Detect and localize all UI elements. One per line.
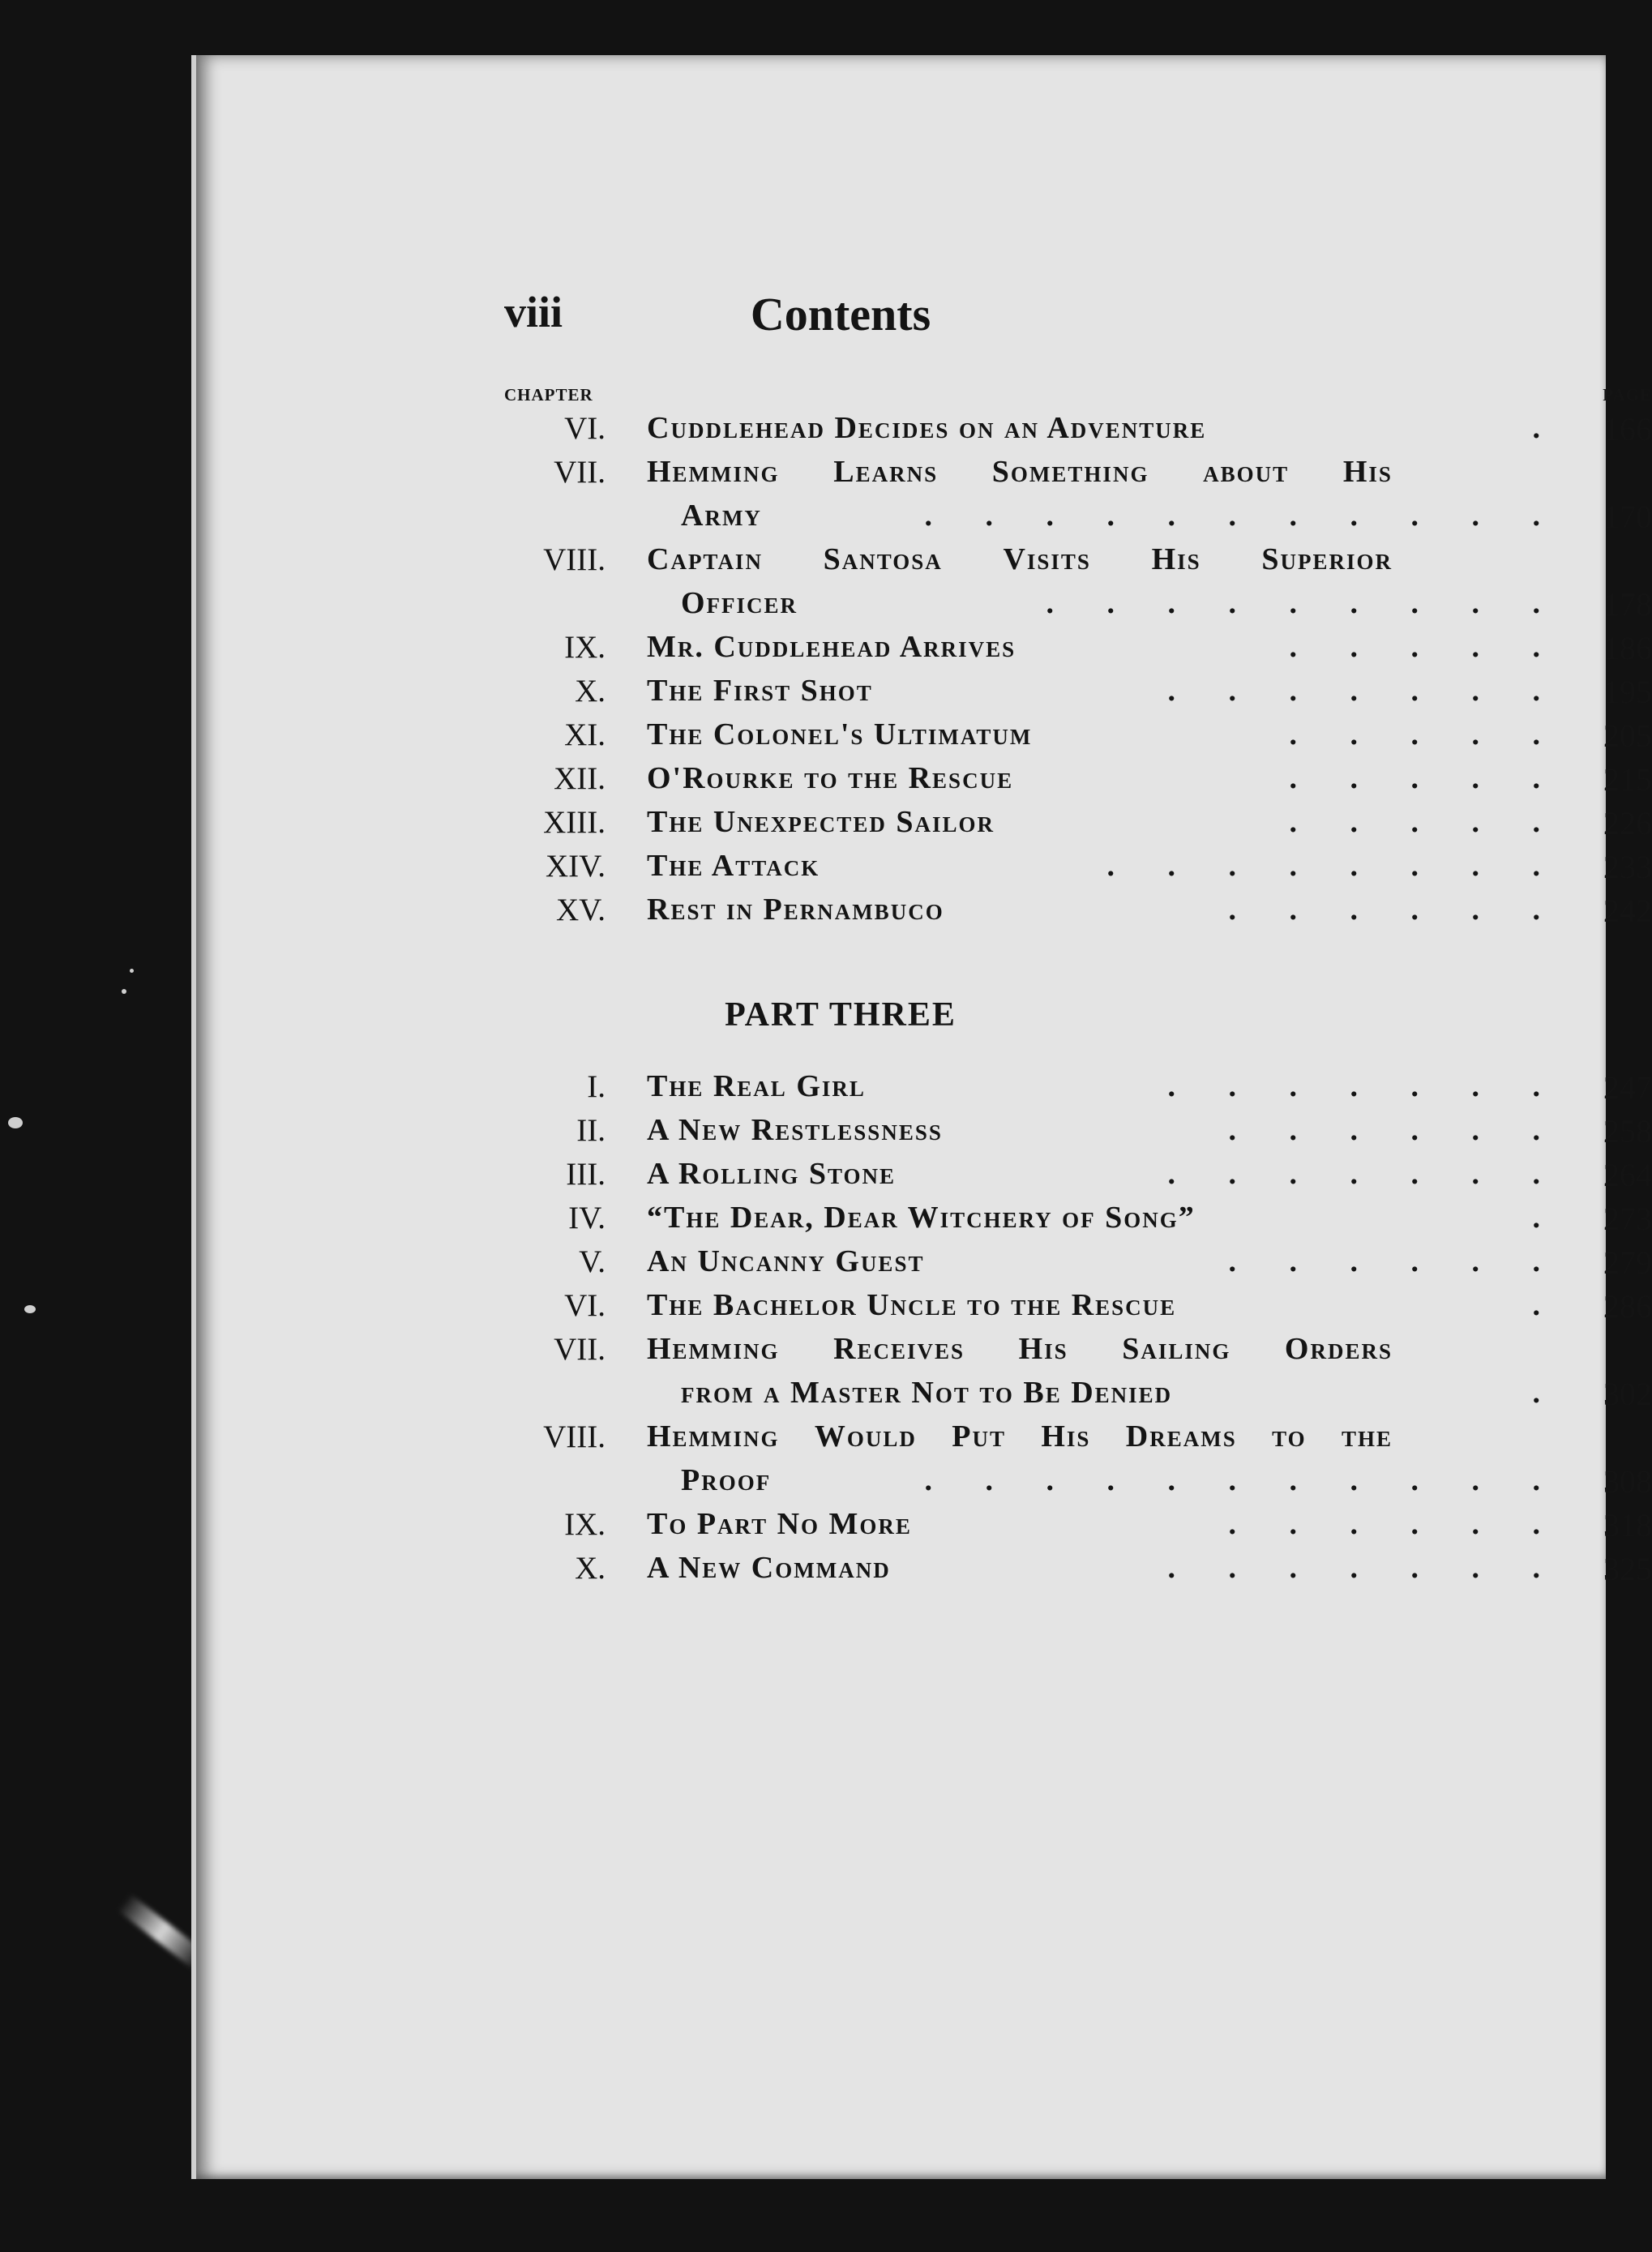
toc-part-two bbox=[504, 410, 1652, 935]
chapter-number: VII. bbox=[554, 455, 606, 490]
chapter-title: The Bachelor Uncle to the Rescue bbox=[647, 1288, 1177, 1322]
chapter-number: V. bbox=[579, 1244, 606, 1279]
chapter-title: The Real Girl bbox=[647, 1069, 866, 1103]
page-ref: 242 bbox=[1603, 893, 1652, 929]
toc-entry bbox=[504, 454, 1652, 542]
chapter-number: XII. bbox=[554, 761, 606, 796]
chapter-title: Rest in Pernambuco bbox=[647, 893, 944, 927]
dust-speck bbox=[8, 1117, 23, 1128]
toc-entry bbox=[504, 1419, 1652, 1506]
toc-entry bbox=[504, 1156, 1652, 1200]
page-ref: 247 bbox=[1603, 1069, 1652, 1106]
chapter-title: A New Restlessness bbox=[647, 1113, 943, 1147]
page-column-label: PAGE bbox=[1603, 385, 1652, 405]
chapter-title-continued: Officer bbox=[681, 586, 798, 620]
dust-speck bbox=[130, 969, 134, 973]
toc-entry bbox=[504, 760, 1652, 804]
toc-entry bbox=[504, 1068, 1652, 1112]
chapter-number: XI. bbox=[564, 717, 606, 752]
chapter-title: Captain Santosa Visits His Superior bbox=[647, 542, 1393, 576]
chapter-title: Mr. Cuddlehead Arrives bbox=[647, 630, 1016, 664]
page-ref: 178 bbox=[1603, 586, 1652, 623]
dot-leader: . bbox=[1532, 1201, 1563, 1235]
toc-entry bbox=[504, 1550, 1652, 1594]
toc-part-three bbox=[504, 1068, 1652, 1594]
chapter-title-continued: Proof bbox=[681, 1463, 772, 1497]
page-number: viii bbox=[504, 288, 563, 336]
dot-leader: . . . . . . . . bbox=[1106, 849, 1563, 883]
page-title: Contents bbox=[750, 288, 931, 340]
toc-entry bbox=[504, 1331, 1652, 1419]
toc-entry bbox=[504, 804, 1652, 848]
chapter-number: X. bbox=[575, 674, 606, 709]
toc-entry bbox=[504, 717, 1652, 760]
book-page bbox=[191, 55, 1652, 2179]
page-ref: 186 bbox=[1603, 630, 1652, 666]
dot-leader: . . . . . . . bbox=[1167, 1551, 1563, 1585]
toc-entry bbox=[504, 1112, 1652, 1156]
page-ref: 318 bbox=[1603, 1507, 1652, 1543]
toc-entry bbox=[504, 1287, 1652, 1331]
toc-entry bbox=[504, 1200, 1652, 1244]
chapter-number: VII. bbox=[554, 1332, 606, 1367]
chapter-title: Cuddlehead Decides on an Adventure bbox=[647, 411, 1207, 445]
dot-leader: . . . . . . bbox=[1228, 1507, 1563, 1541]
chapter-number: IX. bbox=[564, 1507, 606, 1542]
toc-entry bbox=[504, 410, 1652, 454]
chapter-title: The Colonel's Ultimatum bbox=[647, 717, 1033, 751]
chapter-title: A New Command bbox=[647, 1551, 891, 1585]
chapter-number: VIII. bbox=[543, 1419, 606, 1454]
toc-entry bbox=[504, 892, 1652, 935]
toc-entry bbox=[504, 542, 1652, 629]
page-ref: 286 bbox=[1603, 1288, 1652, 1325]
part-three-heading: PART THREE bbox=[725, 996, 957, 1034]
page-ref: 205 bbox=[1603, 717, 1652, 754]
chapter-number: IX. bbox=[564, 630, 606, 665]
column-headers bbox=[504, 385, 1652, 408]
dot-leader: . . . . . . bbox=[1228, 1113, 1563, 1147]
chapter-title: Hemming Receives His Sailing Orders bbox=[647, 1332, 1393, 1366]
dot-leader: . bbox=[1532, 1288, 1563, 1322]
dot-leader: . . . . . . bbox=[1228, 1244, 1563, 1278]
chapter-title-continued: Army bbox=[681, 499, 762, 533]
dust-speck bbox=[24, 1305, 36, 1313]
chapter-title: Hemming Would Put His Dreams to the bbox=[647, 1419, 1393, 1454]
dot-leader: . . . . . . . . . . . bbox=[924, 499, 1563, 533]
page-ref: 302 bbox=[1603, 1376, 1652, 1412]
chapter-number: XV. bbox=[555, 893, 606, 927]
dot-leader: . . . . . . . bbox=[1167, 674, 1563, 708]
dot-leader: . . . . . . . bbox=[1167, 1069, 1563, 1103]
page-ref: 308 bbox=[1603, 1463, 1652, 1500]
chapter-title-continued: from a Master Not to Be Denied bbox=[681, 1376, 1173, 1410]
toc-entry bbox=[504, 673, 1652, 717]
chapter-title: The Unexpected Sailor bbox=[647, 805, 995, 839]
chapter-number: VI. bbox=[564, 411, 606, 446]
page-ref: 325 bbox=[1603, 1551, 1652, 1587]
dot-leader: . . . . . bbox=[1289, 717, 1563, 751]
chapter-title: A Rolling Stone bbox=[647, 1157, 896, 1191]
page-ref: 170 bbox=[1603, 499, 1652, 535]
page-ref: 215 bbox=[1603, 761, 1652, 798]
chapter-column-label: CHAPTER bbox=[504, 385, 593, 405]
chapter-number: I. bbox=[587, 1069, 606, 1104]
page-ref: 273 bbox=[1603, 1201, 1652, 1237]
page-ref: 226 bbox=[1603, 805, 1652, 841]
dot-leader: . . . . . bbox=[1289, 630, 1563, 664]
chapter-number: III. bbox=[566, 1157, 606, 1192]
page-ref: 233 bbox=[1603, 849, 1652, 885]
dot-leader: . bbox=[1532, 1376, 1563, 1410]
dot-leader: . . . . . bbox=[1289, 805, 1563, 839]
dot-leader: . . . . . . . bbox=[1167, 1157, 1563, 1191]
chapter-number: VI. bbox=[564, 1288, 606, 1323]
dot-leader: . . . . . . . . . bbox=[1046, 586, 1563, 620]
chapter-title: The First Shot bbox=[647, 674, 873, 708]
chapter-number: XIV. bbox=[545, 849, 606, 884]
chapter-number: II. bbox=[576, 1113, 606, 1148]
page-ref: 166 bbox=[1603, 411, 1652, 447]
dot-leader: . . . . . . bbox=[1228, 893, 1563, 927]
chapter-title: Hemming Learns Something about His bbox=[647, 455, 1393, 489]
dust-speck bbox=[122, 989, 126, 994]
running-head bbox=[196, 287, 1606, 352]
page-ref: 258 bbox=[1603, 1113, 1652, 1150]
chapter-title: O'Rourke to the Rescue bbox=[647, 761, 1014, 795]
chapter-title: “The Dear, Dear Witchery of Song” bbox=[647, 1201, 1196, 1235]
page-ref: 195 bbox=[1603, 674, 1652, 710]
dot-leader: . bbox=[1532, 411, 1563, 445]
page-ref: 264 bbox=[1603, 1157, 1652, 1193]
page-ref: 279 bbox=[1603, 1244, 1652, 1281]
chapter-number: IV. bbox=[568, 1201, 606, 1235]
dot-leader: . . . . . bbox=[1289, 761, 1563, 795]
toc-entry bbox=[504, 848, 1652, 892]
chapter-title: An Uncanny Guest bbox=[647, 1244, 925, 1278]
dot-leader: . . . . . . . . . . . bbox=[924, 1463, 1563, 1497]
chapter-title: The Attack bbox=[647, 849, 820, 883]
toc-entry bbox=[504, 1506, 1652, 1550]
toc-entry bbox=[504, 1244, 1652, 1287]
chapter-number: XIII. bbox=[543, 805, 606, 840]
chapter-number: VIII. bbox=[543, 542, 606, 577]
toc-entry bbox=[504, 629, 1652, 673]
chapter-title: To Part No More bbox=[647, 1507, 912, 1541]
chapter-number: X. bbox=[575, 1551, 606, 1586]
